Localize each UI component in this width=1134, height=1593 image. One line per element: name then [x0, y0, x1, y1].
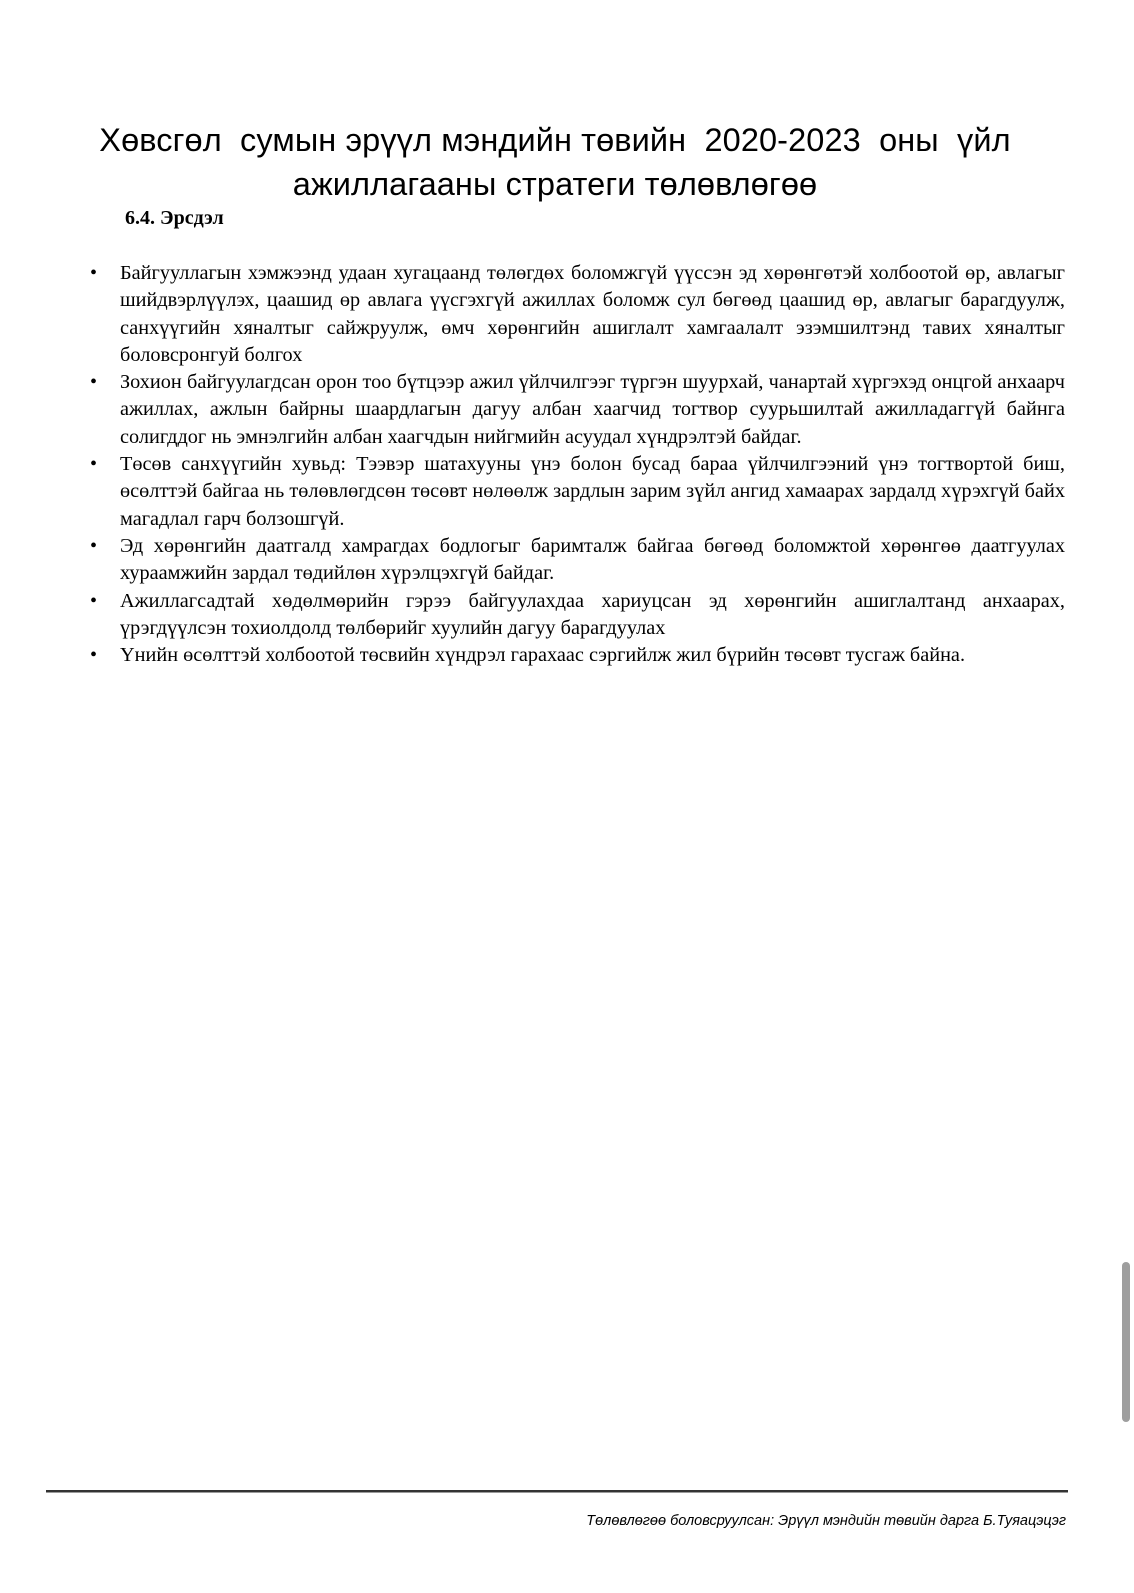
footer-signature: Төлөвлөгөө боловсруулсан: Эрүүл мэндийн төвийн дарга Б.Туяацэцэг — [586, 1513, 1066, 1529]
risk-item-text: Байгууллагын хэмжээнд удаан хугацаанд төлөгдөх боломжгүй үүссэн эд хөрөнгөтэй холбоотой өр, авлагыг шийдвэрлүүлэх, цаашид өр авлага үүсгэхгүй ажиллах боломж сул бөгөөд цаашид өр, авлагыг барагдуулж, санхүүгийн хяналтыг сайжруулж, өмч хөрөнгийн ашиглалт хамгаалалт эзэмшилтэнд тавих хяналтыг боловсронгуй болгох — [120, 262, 1065, 366]
document-title-line-2: ажиллагааны стратеги төлөвлөгөө — [292, 165, 818, 202]
risk-item-text: Төсөв санхүүгийн хувьд: Тээвэр шатахууны үнэ болон бусад бараа үйлчилгээний үнэ тогтвортой биш, өсөлттэй байгаа нь төлөвлөгдсөн төсөвт нөлөөлж зардлын зарим зүйл ангид хамаарах зардалд хүрэхгүй байх магадлал гарч болзошгүй. — [120, 453, 1065, 530]
risk-item-5 — [90, 588, 1065, 643]
risk-item-text: Ажиллагсадтай хөдөлмөрийн гэрээ байгуулахдаа хариуцсан эд хөрөнгийн ашиглалтанд анхаарах, үрэгдүүлсэн тохиолдолд төлбөрийг хуулийн дагуу барагдуулах — [120, 589, 1065, 639]
bullet-icon: • — [90, 589, 98, 612]
risk-item-3 — [90, 451, 1065, 533]
bullet-icon: • — [90, 453, 98, 476]
document-title — [40, 118, 1070, 206]
bullet-icon: • — [90, 534, 98, 557]
risk-item-2 — [90, 369, 1065, 451]
risk-item-6 — [90, 642, 1065, 669]
risk-item-text: Үнийн өсөлттэй холбоотой төсвийн хүндрэл гарахаас сэргийлж жил бүрийн төсөвт тусгаж байна. — [120, 644, 966, 667]
risk-item-text: Эд хөрөнгийн даатгалд хамрагдах бодлогыг баримталж байгаа бөгөөд боломжтой хөрөнгөө даатгуулах хураамжийн зардал төдийлөн хүрэлцэхгүй байдаг. — [120, 534, 1065, 585]
risk-item-4 — [90, 533, 1065, 588]
bullet-icon: • — [90, 371, 98, 394]
bullet-icon: • — [90, 644, 98, 667]
section-heading: 6.4. Эрсдэл — [125, 207, 224, 229]
risk-item-1 — [90, 260, 1065, 369]
document-title-line-1: Хөвсгөл сумын эрүүл мэндийн төвийн 2020-2023 оны үйл — [99, 121, 1011, 158]
bullet-icon: • — [90, 262, 98, 284]
scrollbar-thumb[interactable] — [1122, 1262, 1130, 1422]
scrollbar[interactable] — [1120, 0, 1134, 1593]
risk-item-text: Зохион байгуулагдсан орон тоо бүтцээр ажил үйлчилгээг түргэн шуурхай, чанартай хүргэхэд онцгой анхаарч ажиллах, ажлын байрны шаардлагын дагуу албан хаагчид тогтвор суурьшилтай ажилладаггүй байнга солигддог нь эмнэлгийн албан хаагчдын нийгмийн асуудал хүндрэлтэй байдаг. — [120, 371, 1065, 448]
footer-divider — [46, 1490, 1068, 1493]
risk-list — [90, 260, 1065, 669]
